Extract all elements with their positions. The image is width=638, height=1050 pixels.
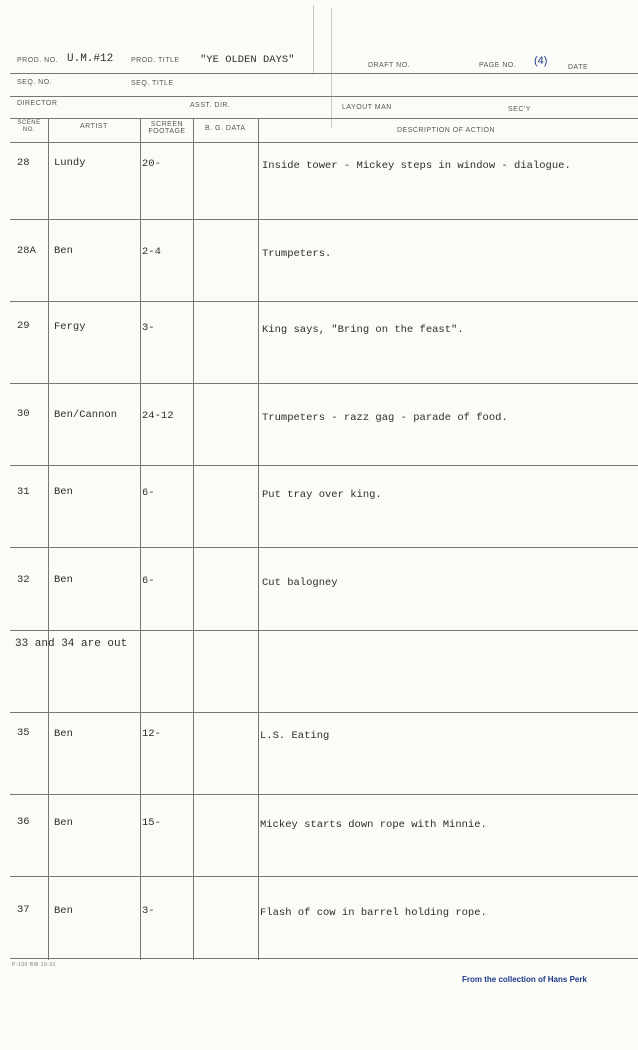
- col-divider-artist: [140, 118, 141, 960]
- layout-man-label: LAYOUT MAN: [342, 104, 392, 111]
- scene-no: 28: [17, 157, 30, 169]
- row-rule: [10, 712, 638, 713]
- artist-name: Ben: [54, 817, 73, 829]
- artist-name: Fergy: [54, 321, 86, 333]
- screen-footage: 3-: [142, 322, 155, 334]
- col-scene-no-2: NO.: [22, 127, 36, 133]
- action-description: Cut balogney: [262, 577, 338, 589]
- row-rule: [10, 219, 638, 220]
- row-rule: [10, 547, 638, 548]
- table-top-rule: [10, 118, 638, 119]
- col-divider-footage: [193, 118, 194, 960]
- action-description: Inside tower - Mickey steps in window - dialogue.: [262, 160, 571, 172]
- paper-crease: [313, 5, 314, 75]
- scene-no: 28A: [17, 245, 36, 257]
- action-description: Trumpeters.: [262, 248, 332, 260]
- artist-name: Ben: [54, 574, 73, 586]
- row-rule: [10, 383, 638, 384]
- row-rule: [10, 794, 638, 795]
- col-divider-scene: [48, 118, 49, 960]
- seq-title-label: SEQ. TITLE: [131, 80, 174, 87]
- artist-name: Ben/Cannon: [54, 409, 118, 421]
- column-header-rule: [10, 142, 638, 143]
- screen-footage: 2-4: [142, 246, 161, 258]
- screen-footage: 3-: [142, 905, 155, 917]
- artist-name: Ben: [54, 905, 73, 917]
- scene-no: 32: [17, 574, 30, 586]
- secy-label: SEC'Y: [508, 106, 531, 113]
- prod-no-value: U.M.#12: [67, 53, 114, 65]
- screen-footage: 12-: [142, 728, 161, 740]
- collection-credit: From the collection of Hans Perk: [462, 975, 587, 984]
- scene-note: 33 and 34 are out: [15, 638, 128, 650]
- col-screen-footage-2: FOOTAGE: [148, 128, 186, 135]
- artist-name: Ben: [54, 728, 73, 740]
- scene-no: 30: [17, 408, 30, 420]
- scene-no: 31: [17, 486, 30, 498]
- screen-footage: 20-: [142, 158, 161, 170]
- scene-no: 37: [17, 904, 30, 916]
- action-description: King says, "Bring on the feast".: [262, 324, 464, 336]
- paper-crease: [331, 8, 332, 128]
- form-code: P-100 BW 10-31: [12, 962, 56, 968]
- col-description: DESCRIPTION OF ACTION: [397, 127, 496, 134]
- screen-footage: 6-: [142, 575, 155, 587]
- prod-title-value: "YE OLDEN DAYS": [200, 54, 295, 66]
- row-rule: [10, 301, 638, 302]
- prod-title-label: PROD. TITLE: [131, 57, 180, 64]
- prod-no-label: PROD. NO.: [17, 57, 59, 64]
- artist-name: Ben: [54, 486, 73, 498]
- scene-no: 36: [17, 816, 30, 828]
- screen-footage: 15-: [142, 817, 161, 829]
- col-scene-no-1: SCENE: [17, 120, 41, 126]
- header-rule: [10, 73, 638, 74]
- col-divider-bg: [258, 118, 259, 960]
- page-no-value: (4): [534, 55, 548, 67]
- action-description: Flash of cow in barrel holding rope.: [260, 907, 487, 919]
- col-bg-data: B. G. DATA: [205, 125, 246, 132]
- asst-dir-label: ASST. DIR.: [190, 102, 231, 109]
- artist-name: Lundy: [54, 157, 86, 169]
- draft-no-label: DRAFT NO.: [368, 62, 411, 69]
- row-rule: [10, 465, 638, 466]
- date-label: DATE: [568, 64, 589, 71]
- page-no-label: PAGE NO.: [479, 62, 517, 69]
- table-bottom-rule: [10, 958, 638, 959]
- action-description: Put tray over king.: [262, 489, 382, 501]
- header-rule: [10, 96, 638, 97]
- seq-no-label: SEQ. NO.: [17, 79, 53, 86]
- screen-footage: 24-12: [142, 410, 174, 422]
- screen-footage: 6-: [142, 487, 155, 499]
- artist-name: Ben: [54, 245, 73, 257]
- col-artist: ARTIST: [80, 123, 108, 130]
- action-description: Trumpeters - razz gag - parade of food.: [262, 412, 508, 424]
- director-label: DIRECTOR: [17, 100, 58, 107]
- action-description: L.S. Eating: [260, 730, 330, 742]
- scene-no: 29: [17, 320, 30, 332]
- action-description: Mickey starts down rope with Minnie.: [260, 819, 487, 831]
- col-screen-footage-1: SCREEN: [150, 121, 184, 128]
- scene-no: 35: [17, 727, 30, 739]
- row-rule: [10, 876, 638, 877]
- row-rule: [10, 630, 638, 631]
